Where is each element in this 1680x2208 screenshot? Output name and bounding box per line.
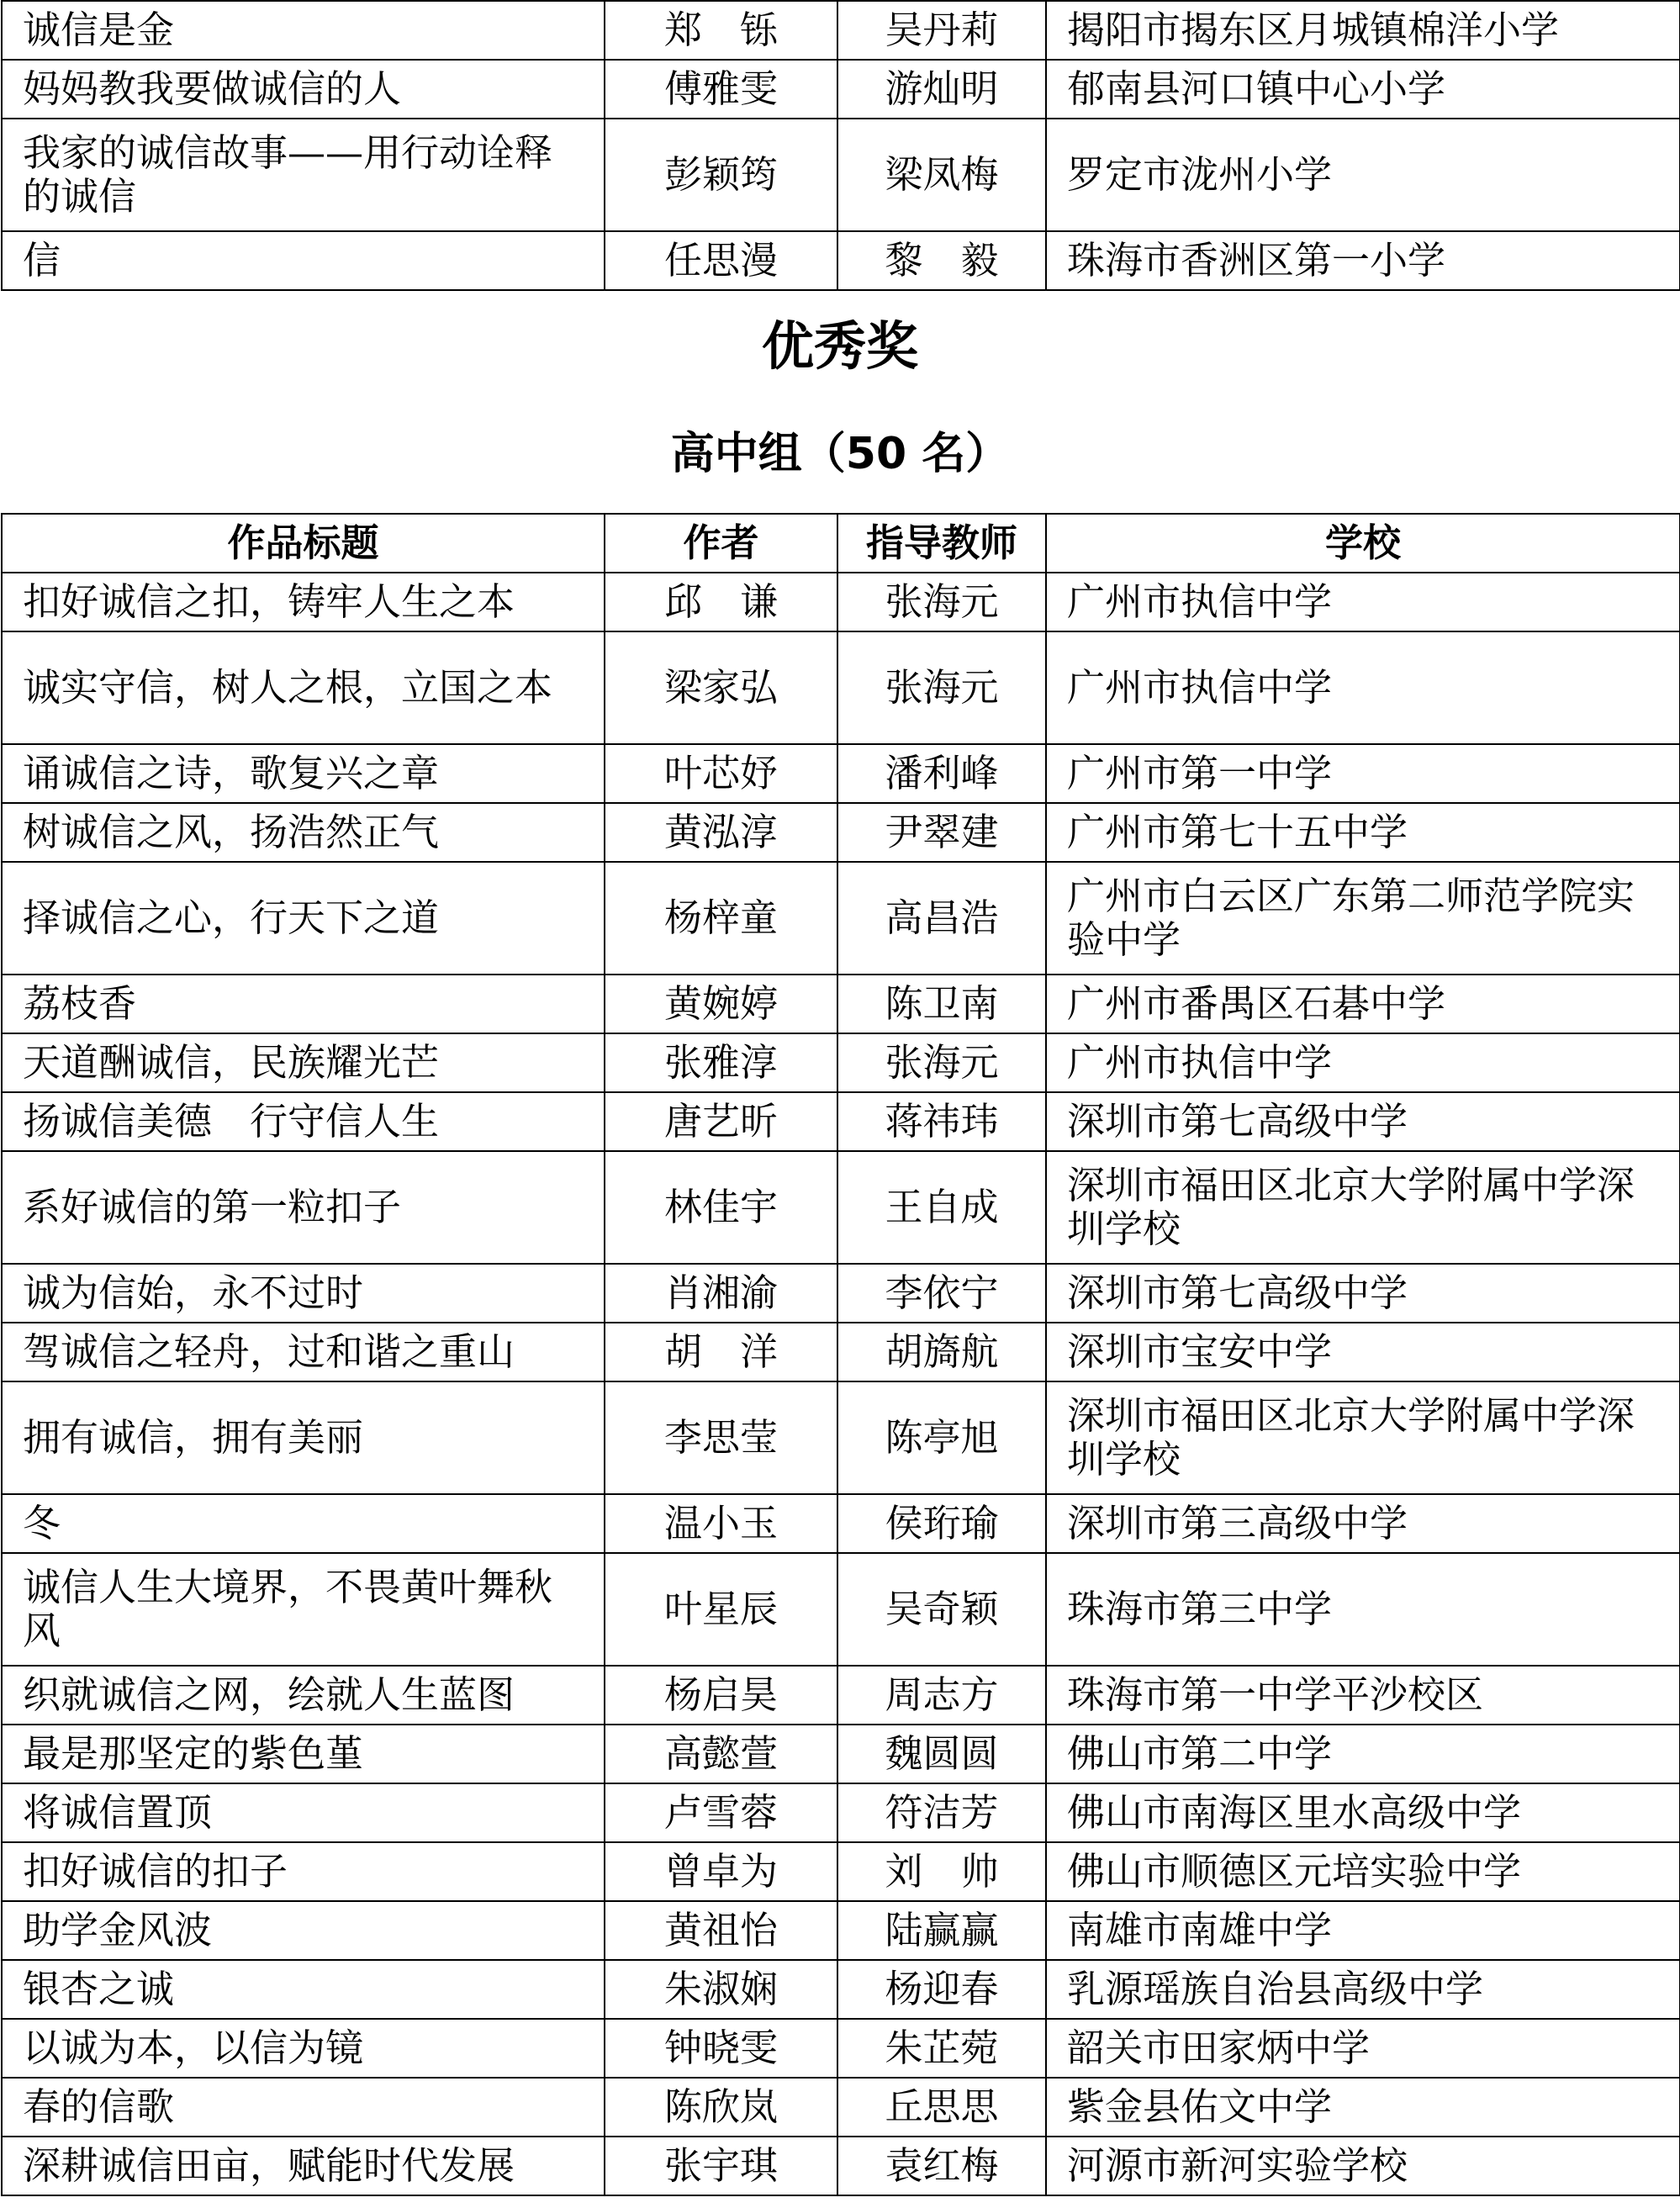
table-row: [2, 631, 1680, 744]
table-row: [2, 1151, 1680, 1264]
table-row: [2, 1, 1680, 60]
work-title-cell: 冬: [2, 1494, 605, 1553]
teacher-cell: 张海元: [837, 1033, 1046, 1092]
author-cell: 黄婉婷: [605, 975, 837, 1033]
author-cell: 邱 谦: [605, 573, 837, 631]
work-title-cell: 诚信是金: [2, 1, 605, 60]
author-cell: 张宇琪: [605, 2137, 837, 2195]
teacher-cell: 周志方: [837, 1666, 1046, 1725]
teacher-cell: 梁凤梅: [837, 119, 1046, 231]
school-cell: 揭阳市揭东区月城镇棉洋小学: [1046, 1, 1680, 60]
header-title: 作品标题: [2, 514, 605, 573]
author-cell: 肖湘渝: [605, 1264, 837, 1323]
work-title-cell: 扬诚信美德 行守信人生: [2, 1092, 605, 1151]
header-school: 学校: [1046, 514, 1680, 573]
school-cell: 深圳市福田区北京大学附属中学深圳学校: [1046, 1151, 1680, 1264]
work-title-cell: 诚为信始，永不过时: [2, 1264, 605, 1323]
work-title-cell: 春的信歌: [2, 2078, 605, 2137]
table-row: [2, 2078, 1680, 2137]
teacher-cell: 侯珩瑜: [837, 1494, 1046, 1553]
author-cell: 李思莹: [605, 1381, 837, 1494]
award-heading: 优秀奖: [761, 315, 918, 377]
table-row: [2, 2019, 1680, 2078]
table-row: [2, 862, 1680, 975]
table-row: [2, 573, 1680, 631]
school-cell: 深圳市宝安中学: [1046, 1323, 1680, 1381]
teacher-cell: 陆赢赢: [837, 1901, 1046, 1960]
school-cell: 珠海市香洲区第一小学: [1046, 231, 1680, 290]
teacher-cell: 游灿明: [837, 60, 1046, 119]
author-cell: 黄祖怡: [605, 1901, 837, 1960]
school-cell: 乳源瑶族自治县高级中学: [1046, 1960, 1680, 2019]
teacher-cell: 丘思思: [837, 2078, 1046, 2137]
work-title-cell: 天道酬诚信，民族耀光芒: [2, 1033, 605, 1092]
table-row: [2, 975, 1680, 1033]
author-cell: 胡 洋: [605, 1323, 837, 1381]
teacher-cell: 魏圆圆: [837, 1725, 1046, 1783]
table-row: [2, 231, 1680, 290]
table-row: [2, 1033, 1680, 1092]
work-title-cell: 以诚为本，以信为镜: [2, 2019, 605, 2078]
school-cell: 南雄市南雄中学: [1046, 1901, 1680, 1960]
school-cell: 广州市白云区广东第二师范学院实验中学: [1046, 862, 1680, 975]
teacher-cell: 王自成: [837, 1151, 1046, 1264]
teacher-cell: 张海元: [837, 631, 1046, 744]
work-title-cell: 将诚信置顶: [2, 1783, 605, 1842]
work-title-cell: 诚信人生大境界，不畏黄叶舞秋风: [2, 1553, 605, 1666]
teacher-cell: 潘利峰: [837, 744, 1046, 803]
teacher-cell: 高昌浩: [837, 862, 1046, 975]
author-cell: 彭颖筠: [605, 119, 837, 231]
author-cell: 钟晓雯: [605, 2019, 837, 2078]
school-cell: 佛山市顺德区元培实验中学: [1046, 1842, 1680, 1901]
previous-award-table-body: [2, 1, 1680, 290]
work-title-cell: 诚实守信，树人之根，立国之本: [2, 631, 605, 744]
table-row: [2, 1725, 1680, 1783]
teacher-cell: 李依宁: [837, 1264, 1046, 1323]
author-cell: 朱淑娴: [605, 1960, 837, 2019]
teacher-cell: 吴奇颖: [837, 1553, 1046, 1666]
school-cell: 韶关市田家炳中学: [1046, 2019, 1680, 2078]
author-cell: 叶芯妤: [605, 744, 837, 803]
table-row: [2, 1264, 1680, 1323]
work-title-cell: 信: [2, 231, 605, 290]
excellence-award-table-body: [2, 573, 1680, 2195]
table-row: [2, 1092, 1680, 1151]
work-title-cell: 扣好诚信之扣，铸牢人生之本: [2, 573, 605, 631]
work-title-cell: 系好诚信的第一粒扣子: [2, 1151, 605, 1264]
author-cell: 林佳宇: [605, 1151, 837, 1264]
teacher-cell: 蒋祎玮: [837, 1092, 1046, 1151]
teacher-cell: 袁红梅: [837, 2137, 1046, 2195]
school-cell: 广州市番禺区石碁中学: [1046, 975, 1680, 1033]
work-title-cell: 荔枝香: [2, 975, 605, 1033]
header-author: 作者: [605, 514, 837, 573]
work-title-cell: 织就诚信之网，绘就人生蓝图: [2, 1666, 605, 1725]
teacher-cell: 朱芷菀: [837, 2019, 1046, 2078]
school-cell: 紫金县佑文中学: [1046, 2078, 1680, 2137]
work-title-cell: 驾诚信之轻舟，过和谐之重山: [2, 1323, 605, 1381]
school-cell: 广州市第七十五中学: [1046, 803, 1680, 862]
school-cell: 深圳市福田区北京大学附属中学深圳学校: [1046, 1381, 1680, 1494]
teacher-cell: 吴丹莉: [837, 1, 1046, 60]
table-row: [2, 803, 1680, 862]
author-cell: 唐艺昕: [605, 1092, 837, 1151]
teacher-cell: 张海元: [837, 573, 1046, 631]
school-cell: 广州市执信中学: [1046, 573, 1680, 631]
school-cell: 深圳市第七高级中学: [1046, 1264, 1680, 1323]
author-cell: 温小玉: [605, 1494, 837, 1553]
table-header-row: [2, 514, 1680, 573]
teacher-cell: 陈亭旭: [837, 1381, 1046, 1494]
author-cell: 梁家弘: [605, 631, 837, 744]
work-title-cell: 最是那坚定的紫色堇: [2, 1725, 605, 1783]
table-row: [2, 1783, 1680, 1842]
table-row: [2, 744, 1680, 803]
school-cell: 珠海市第一中学平沙校区: [1046, 1666, 1680, 1725]
table-row: [2, 1553, 1680, 1666]
author-cell: 高懿萱: [605, 1725, 837, 1783]
header-teacher: 指导教师: [837, 514, 1046, 573]
work-title-cell: 妈妈教我要做诚信的人: [2, 60, 605, 119]
school-cell: 广州市执信中学: [1046, 1033, 1680, 1092]
author-cell: 任思漫: [605, 231, 837, 290]
excellence-award-table: [1, 513, 1680, 2196]
school-cell: 佛山市第二中学: [1046, 1725, 1680, 1783]
work-title-cell: 树诚信之风，扬浩然正气: [2, 803, 605, 862]
previous-award-table: [1, 0, 1680, 291]
table-row: [2, 1901, 1680, 1960]
work-title-cell: 择诚信之心，行天下之道: [2, 862, 605, 975]
teacher-cell: 符洁芳: [837, 1783, 1046, 1842]
teacher-cell: 杨迎春: [837, 1960, 1046, 2019]
school-cell: 河源市新河实验学校: [1046, 2137, 1680, 2195]
school-cell: 广州市执信中学: [1046, 631, 1680, 744]
school-cell: 罗定市泷州小学: [1046, 119, 1680, 231]
school-cell: 广州市第一中学: [1046, 744, 1680, 803]
table-row: [2, 119, 1680, 231]
author-cell: 叶星辰: [605, 1553, 837, 1666]
work-title-cell: 银杏之诚: [2, 1960, 605, 2019]
table-row: [2, 60, 1680, 119]
teacher-cell: 黎 毅: [837, 231, 1046, 290]
author-cell: 曾卓为: [605, 1842, 837, 1901]
work-title-cell: 助学金风波: [2, 1901, 605, 1960]
table-row: [2, 1381, 1680, 1494]
table-row: [2, 1323, 1680, 1381]
author-cell: 黄泓淳: [605, 803, 837, 862]
table-row: [2, 1494, 1680, 1553]
school-cell: 深圳市第三高级中学: [1046, 1494, 1680, 1553]
school-cell: 深圳市第七高级中学: [1046, 1092, 1680, 1151]
author-cell: 陈欣岚: [605, 2078, 837, 2137]
teacher-cell: 尹翠建: [837, 803, 1046, 862]
table-row: [2, 1960, 1680, 2019]
author-cell: 傅雅雯: [605, 60, 837, 119]
author-cell: 杨启昊: [605, 1666, 837, 1725]
teacher-cell: 陈卫南: [837, 975, 1046, 1033]
teacher-cell: 胡旖航: [837, 1323, 1046, 1381]
teacher-cell: 刘 帅: [837, 1842, 1046, 1901]
work-title-cell: 深耕诚信田亩，赋能时代发展: [2, 2137, 605, 2195]
school-cell: 郁南县河口镇中心小学: [1046, 60, 1680, 119]
table-row: [2, 1842, 1680, 1901]
work-title-cell: 扣好诚信的扣子: [2, 1842, 605, 1901]
author-cell: 郑 铄: [605, 1, 837, 60]
group-heading: 高中组（50 名）: [670, 429, 1010, 479]
author-cell: 杨梓童: [605, 862, 837, 975]
table-row: [2, 2137, 1680, 2195]
work-title-cell: 诵诚信之诗，歌复兴之章: [2, 744, 605, 803]
school-cell: 佛山市南海区里水高级中学: [1046, 1783, 1680, 1842]
author-cell: 张雅淳: [605, 1033, 837, 1092]
table-header: [2, 514, 1680, 573]
work-title-cell: 我家的诚信故事——用行动诠释的诚信: [2, 119, 605, 231]
author-cell: 卢雪蓉: [605, 1783, 837, 1842]
table-row: [2, 1666, 1680, 1725]
work-title-cell: 拥有诚信，拥有美丽: [2, 1381, 605, 1494]
school-cell: 珠海市第三中学: [1046, 1553, 1680, 1666]
